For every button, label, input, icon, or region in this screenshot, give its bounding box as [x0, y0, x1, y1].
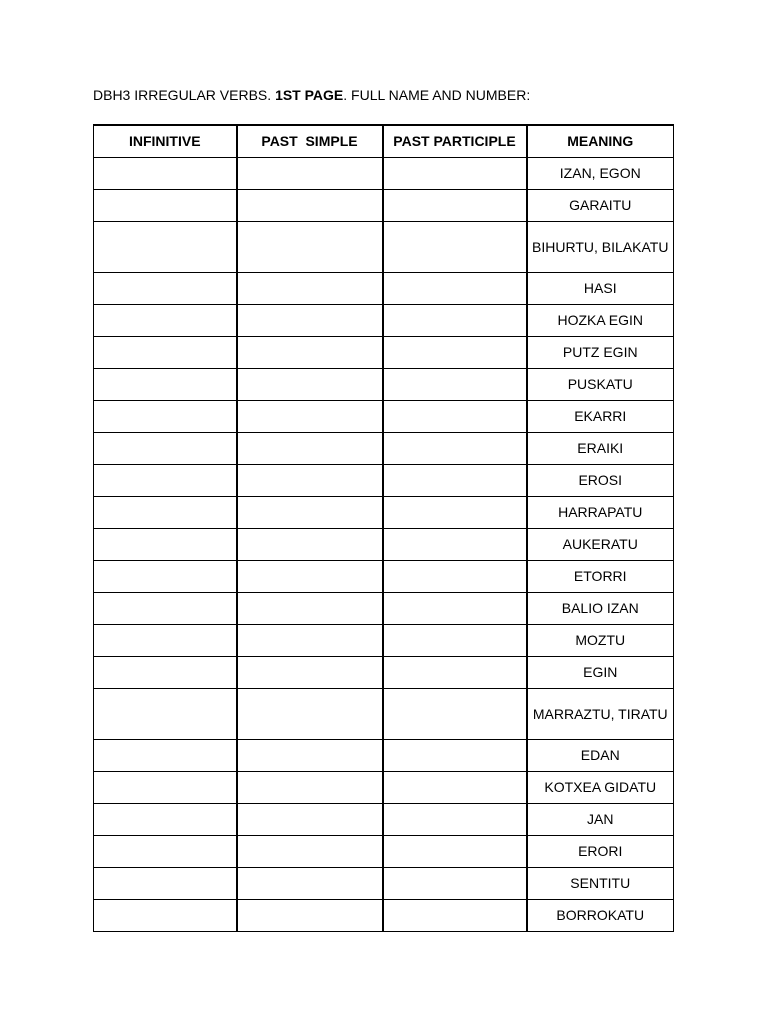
meaning-cell: BIHURTU, BILAKATU	[527, 222, 674, 273]
meaning-cell: EGIN	[527, 657, 674, 689]
table-row	[94, 561, 674, 593]
infinitive-cell[interactable]	[94, 529, 237, 561]
meaning-cell: ERAIKI	[527, 433, 674, 465]
past-participle-cell[interactable]	[383, 337, 527, 369]
past-participle-cell[interactable]	[383, 900, 527, 932]
meaning-cell: HOZKA EGIN	[527, 305, 674, 337]
past-simple-cell[interactable]	[237, 740, 383, 772]
infinitive-cell[interactable]	[94, 222, 237, 273]
infinitive-cell[interactable]	[94, 433, 237, 465]
infinitive-cell[interactable]	[94, 337, 237, 369]
table-row	[94, 529, 674, 561]
past-simple-cell[interactable]	[237, 900, 383, 932]
past-participle-cell[interactable]	[383, 836, 527, 868]
past-participle-cell[interactable]	[383, 222, 527, 273]
infinitive-cell[interactable]	[94, 369, 237, 401]
table-row	[94, 305, 674, 337]
past-simple-cell[interactable]	[237, 868, 383, 900]
past-participle-cell[interactable]	[383, 529, 527, 561]
past-participle-cell[interactable]	[383, 593, 527, 625]
table-row	[94, 190, 674, 222]
past-participle-cell[interactable]	[383, 401, 527, 433]
infinitive-cell[interactable]	[94, 657, 237, 689]
past-simple-cell[interactable]	[237, 836, 383, 868]
past-participle-cell[interactable]	[383, 190, 527, 222]
past-participle-cell[interactable]	[383, 625, 527, 657]
meaning-cell: EROSI	[527, 465, 674, 497]
past-simple-cell[interactable]	[237, 625, 383, 657]
table-row	[94, 900, 674, 932]
table-row	[94, 836, 674, 868]
meaning-cell: HASI	[527, 273, 674, 305]
past-simple-cell[interactable]	[237, 273, 383, 305]
past-participle-cell[interactable]	[383, 497, 527, 529]
past-participle-cell[interactable]	[383, 305, 527, 337]
table-row	[94, 273, 674, 305]
infinitive-cell[interactable]	[94, 561, 237, 593]
table-row	[94, 740, 674, 772]
table-row	[94, 465, 674, 497]
past-participle-cell[interactable]	[383, 868, 527, 900]
meaning-cell: PUTZ EGIN	[527, 337, 674, 369]
table-row	[94, 593, 674, 625]
meaning-cell: SENTITU	[527, 868, 674, 900]
past-participle-cell[interactable]	[383, 369, 527, 401]
past-simple-cell[interactable]	[237, 337, 383, 369]
column-header-infinitive: INFINITIVE	[94, 125, 237, 158]
table-row	[94, 222, 674, 273]
meaning-cell: KOTXEA GIDATU	[527, 772, 674, 804]
past-simple-cell[interactable]	[237, 401, 383, 433]
past-simple-cell[interactable]	[237, 772, 383, 804]
meaning-cell: BALIO IZAN	[527, 593, 674, 625]
meaning-cell: MARRAZTU, TIRATU	[527, 689, 674, 740]
meaning-cell: AUKERATU	[527, 529, 674, 561]
worksheet-heading	[93, 86, 530, 104]
column-header-past-participle: PAST PARTICIPLE	[383, 125, 527, 158]
table-header-row	[94, 125, 674, 158]
table-row	[94, 401, 674, 433]
past-participle-cell[interactable]	[383, 804, 527, 836]
table-body	[94, 158, 674, 932]
infinitive-cell[interactable]	[94, 625, 237, 657]
heading-page-label: 1ST PAGE	[275, 87, 344, 103]
past-participle-cell[interactable]	[383, 273, 527, 305]
infinitive-cell[interactable]	[94, 158, 237, 190]
table-row	[94, 433, 674, 465]
infinitive-cell[interactable]	[94, 900, 237, 932]
past-simple-cell[interactable]	[237, 657, 383, 689]
column-header-meaning: MEANING	[527, 125, 674, 158]
infinitive-cell[interactable]	[94, 836, 237, 868]
meaning-cell: EKARRI	[527, 401, 674, 433]
infinitive-cell[interactable]	[94, 772, 237, 804]
past-simple-cell[interactable]	[237, 369, 383, 401]
past-participle-cell[interactable]	[383, 740, 527, 772]
table-row	[94, 868, 674, 900]
heading-prefix: DBH3 IRREGULAR VERBS.	[93, 87, 276, 103]
past-participle-cell[interactable]	[383, 657, 527, 689]
past-simple-cell[interactable]	[237, 593, 383, 625]
meaning-cell: MOZTU	[527, 625, 674, 657]
table-row	[94, 804, 674, 836]
table-row	[94, 369, 674, 401]
irregular-verbs-table	[93, 124, 674, 932]
past-simple-cell[interactable]	[237, 158, 383, 190]
infinitive-cell[interactable]	[94, 804, 237, 836]
infinitive-cell[interactable]	[94, 273, 237, 305]
past-simple-cell[interactable]	[237, 689, 383, 740]
heading-suffix: . FULL NAME AND NUMBER:	[343, 87, 531, 103]
infinitive-cell[interactable]	[94, 740, 237, 772]
table-row	[94, 497, 674, 529]
column-header-past-simple: PAST SIMPLE	[237, 125, 383, 158]
table-row	[94, 657, 674, 689]
table-row	[94, 625, 674, 657]
past-participle-cell[interactable]	[383, 689, 527, 740]
meaning-cell: GARAITU	[527, 190, 674, 222]
past-participle-cell[interactable]	[383, 561, 527, 593]
past-simple-cell[interactable]	[237, 804, 383, 836]
meaning-cell: HARRAPATU	[527, 497, 674, 529]
infinitive-cell[interactable]	[94, 497, 237, 529]
table-row	[94, 337, 674, 369]
meaning-cell: ERORI	[527, 836, 674, 868]
past-simple-cell[interactable]	[237, 305, 383, 337]
meaning-cell: PUSKATU	[527, 369, 674, 401]
infinitive-cell[interactable]	[94, 465, 237, 497]
past-simple-cell[interactable]	[237, 190, 383, 222]
meaning-cell: JAN	[527, 804, 674, 836]
meaning-cell: IZAN, EGON	[527, 158, 674, 190]
infinitive-cell[interactable]	[94, 593, 237, 625]
past-simple-cell[interactable]	[237, 497, 383, 529]
past-simple-cell[interactable]	[237, 222, 383, 273]
infinitive-cell[interactable]	[94, 689, 237, 740]
meaning-cell: EDAN	[527, 740, 674, 772]
past-participle-cell[interactable]	[383, 465, 527, 497]
meaning-cell: ETORRI	[527, 561, 674, 593]
past-participle-cell[interactable]	[383, 772, 527, 804]
infinitive-cell[interactable]	[94, 190, 237, 222]
table-row	[94, 689, 674, 740]
past-participle-cell[interactable]	[383, 158, 527, 190]
past-simple-cell[interactable]	[237, 465, 383, 497]
past-simple-cell[interactable]	[237, 433, 383, 465]
infinitive-cell[interactable]	[94, 305, 237, 337]
table-row	[94, 772, 674, 804]
table-row	[94, 158, 674, 190]
past-participle-cell[interactable]	[383, 433, 527, 465]
infinitive-cell[interactable]	[94, 868, 237, 900]
past-simple-cell[interactable]	[237, 561, 383, 593]
meaning-cell: BORROKATU	[527, 900, 674, 932]
past-simple-cell[interactable]	[237, 529, 383, 561]
infinitive-cell[interactable]	[94, 401, 237, 433]
